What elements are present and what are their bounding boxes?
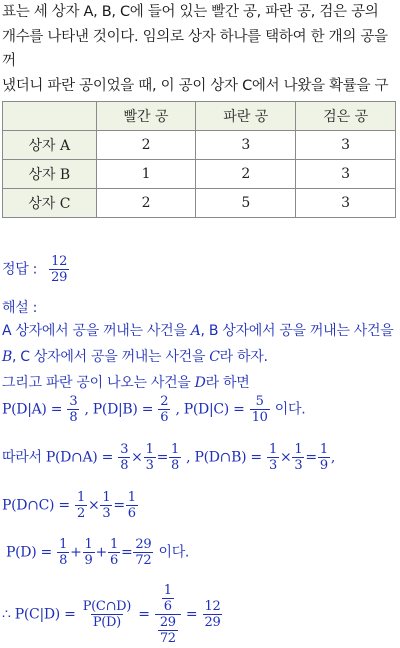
text-run: , B 상자에서 공을 꺼내는 사건을 [200, 323, 394, 339]
therefore-sign: ∴ [2, 606, 11, 623]
table-cell: 2 [196, 160, 296, 189]
fraction [162, 583, 174, 614]
fraction [75, 490, 87, 521]
equation-bayes [2, 583, 223, 646]
math-var: B [2, 349, 12, 365]
numerator: 29 [135, 537, 152, 552]
text-run: 따라서 [2, 449, 46, 466]
denominator: 8 [69, 410, 78, 425]
explanation-line-3 [2, 372, 249, 392]
fraction [118, 442, 130, 473]
explanation-label: 해설 : [2, 300, 38, 316]
times-sign: × [279, 449, 292, 466]
numerator: 2 [160, 394, 169, 409]
row-label: 상자 B [3, 160, 97, 189]
denominator: 9 [84, 553, 93, 568]
problem-line-3: 냈더니 파란 공이었을 때, 이 공이 상자 C에서 나왔을 확률을 구 [2, 77, 389, 94]
numerator: 1 [171, 442, 180, 457]
denominator: 2 [76, 506, 85, 521]
fraction [81, 599, 133, 630]
math-var: A [190, 323, 201, 339]
equals-sign: = [113, 497, 125, 514]
denominator: 6 [160, 410, 169, 425]
denominator: 8 [171, 458, 180, 473]
compound-denominator [155, 614, 181, 646]
table-cell: 2 [96, 189, 196, 218]
problem-line-2: 개수를 나타낸 것이다. 임의로 상자 하나를 택하여 한 개의 공을 꺼 [2, 28, 388, 69]
denominator: 6 [109, 553, 118, 568]
numerator: 1 [109, 537, 118, 552]
numerator: 1 [145, 442, 154, 457]
denominator: 10 [251, 410, 268, 425]
denominator: 6 [163, 599, 172, 614]
equals-sign: = [156, 449, 169, 466]
denominator: 9 [319, 458, 328, 473]
numerator: 1 [163, 583, 172, 598]
math-expr: P(D∩A) = [45, 449, 114, 466]
table-cell: 3 [296, 160, 396, 189]
denominator: 3 [269, 458, 277, 473]
equals-sign: = [185, 606, 198, 623]
equals-sign: = [138, 606, 150, 623]
table-cell: 1 [96, 160, 196, 189]
table-header-black: 검은 공 [296, 102, 396, 131]
numerator: 1 [127, 490, 136, 505]
text-run: A 상자에서 공을 꺼내는 사건을 [2, 323, 191, 339]
text-run: 그리고 파란 공이 나오는 사건을 [2, 375, 195, 391]
numerator: 1 [102, 490, 111, 505]
table-cell: 3 [196, 131, 296, 160]
text-run: 이다. [158, 544, 190, 561]
text-run: 라 하면 [205, 375, 250, 391]
numerator: 3 [69, 394, 78, 409]
fraction [144, 442, 156, 473]
numerator: P(C∩D) [82, 599, 132, 614]
fraction [158, 394, 170, 425]
times-sign: × [131, 449, 143, 466]
numerator: 1 [294, 442, 303, 457]
fraction [133, 537, 153, 568]
denominator: 29 [204, 615, 221, 630]
answer-numerator: 12 [51, 254, 68, 269]
fraction [169, 442, 181, 473]
math-expr: P(C|D) = [14, 606, 76, 623]
equals-sign: = [305, 449, 317, 466]
numerator: 3 [120, 442, 129, 457]
equation-conditional [2, 394, 305, 425]
math-expr: , P(D|B) = [84, 401, 154, 418]
fraction [318, 442, 330, 473]
numerator: 1 [269, 442, 277, 457]
result-fraction [203, 599, 223, 630]
fraction [100, 490, 112, 521]
table-header-blue: 파란 공 [196, 102, 296, 131]
equation-intersections [2, 442, 335, 473]
math-expr: , P(D∩B) = [186, 449, 262, 466]
equals-sign: = [120, 544, 133, 561]
row-label: 상자 A [3, 131, 97, 160]
denominator: 3 [294, 458, 303, 473]
explanation-line-1 [2, 320, 393, 340]
math-expr: , P(D|C) = [175, 401, 245, 418]
math-expr: P(D∩C) = [2, 497, 70, 514]
fraction [67, 394, 79, 425]
math-var: C [209, 349, 220, 365]
text-run: 라 하자. [219, 349, 268, 365]
math-expr: P(D|A) = [2, 401, 63, 418]
table-cell: 5 [196, 189, 296, 218]
fraction [57, 537, 69, 568]
plus-sign: + [70, 544, 82, 561]
answer-fraction [49, 254, 69, 285]
row-label: 상자 C [3, 189, 97, 218]
denominator: P(D) [92, 615, 121, 630]
answer-label: 정답 : [2, 261, 38, 278]
table-cell: 3 [296, 131, 396, 160]
explanation-line-2 [2, 346, 268, 366]
fraction [250, 394, 270, 425]
text-run: , C 상자에서 공을 꺼내는 사건을 [12, 349, 210, 365]
compound-fraction [155, 583, 181, 646]
fraction [292, 442, 304, 473]
numerator: 12 [204, 599, 221, 614]
numerator: 1 [84, 537, 93, 552]
denominator: 72 [135, 553, 152, 568]
box-ball-table [2, 101, 396, 218]
fraction [267, 442, 279, 473]
answer-denominator: 29 [51, 270, 68, 285]
math-expr: P(D) = [6, 544, 52, 561]
equation-total-probability [6, 537, 189, 568]
numerator: 1 [59, 537, 68, 552]
text-run: 이다. [274, 401, 306, 418]
numerator: 1 [76, 490, 85, 505]
table-header-row [3, 102, 396, 131]
table-row [3, 160, 396, 189]
problem-line-1: 표는 세 상자 A, B, C에 들어 있는 빨간 공, 파란 공, 검은 공의 [2, 4, 379, 20]
denominator: 3 [145, 458, 154, 473]
denominator: 72 [159, 631, 176, 646]
comma: , [330, 449, 335, 466]
table-row [3, 131, 396, 160]
numerator: 5 [255, 394, 264, 409]
fraction [158, 615, 178, 646]
numerator: 29 [159, 615, 176, 630]
fraction [108, 537, 120, 568]
fraction [126, 490, 138, 521]
plus-sign: + [95, 544, 107, 561]
table-header-red: 빨간 공 [96, 102, 196, 131]
denominator: 6 [127, 506, 136, 521]
equation-d-and-c [2, 490, 139, 521]
denominator: 8 [59, 553, 68, 568]
math-var: D [194, 375, 206, 391]
denominator: 8 [120, 458, 129, 473]
fraction [83, 537, 95, 568]
table-cell: 3 [296, 189, 396, 218]
denominator: 3 [102, 506, 111, 521]
table-row [3, 189, 396, 218]
compound-numerator [159, 583, 177, 614]
answer-line [2, 254, 70, 285]
numerator: 1 [319, 442, 328, 457]
times-sign: × [87, 497, 100, 514]
table-header-empty [3, 102, 97, 131]
table-cell: 2 [96, 131, 196, 160]
